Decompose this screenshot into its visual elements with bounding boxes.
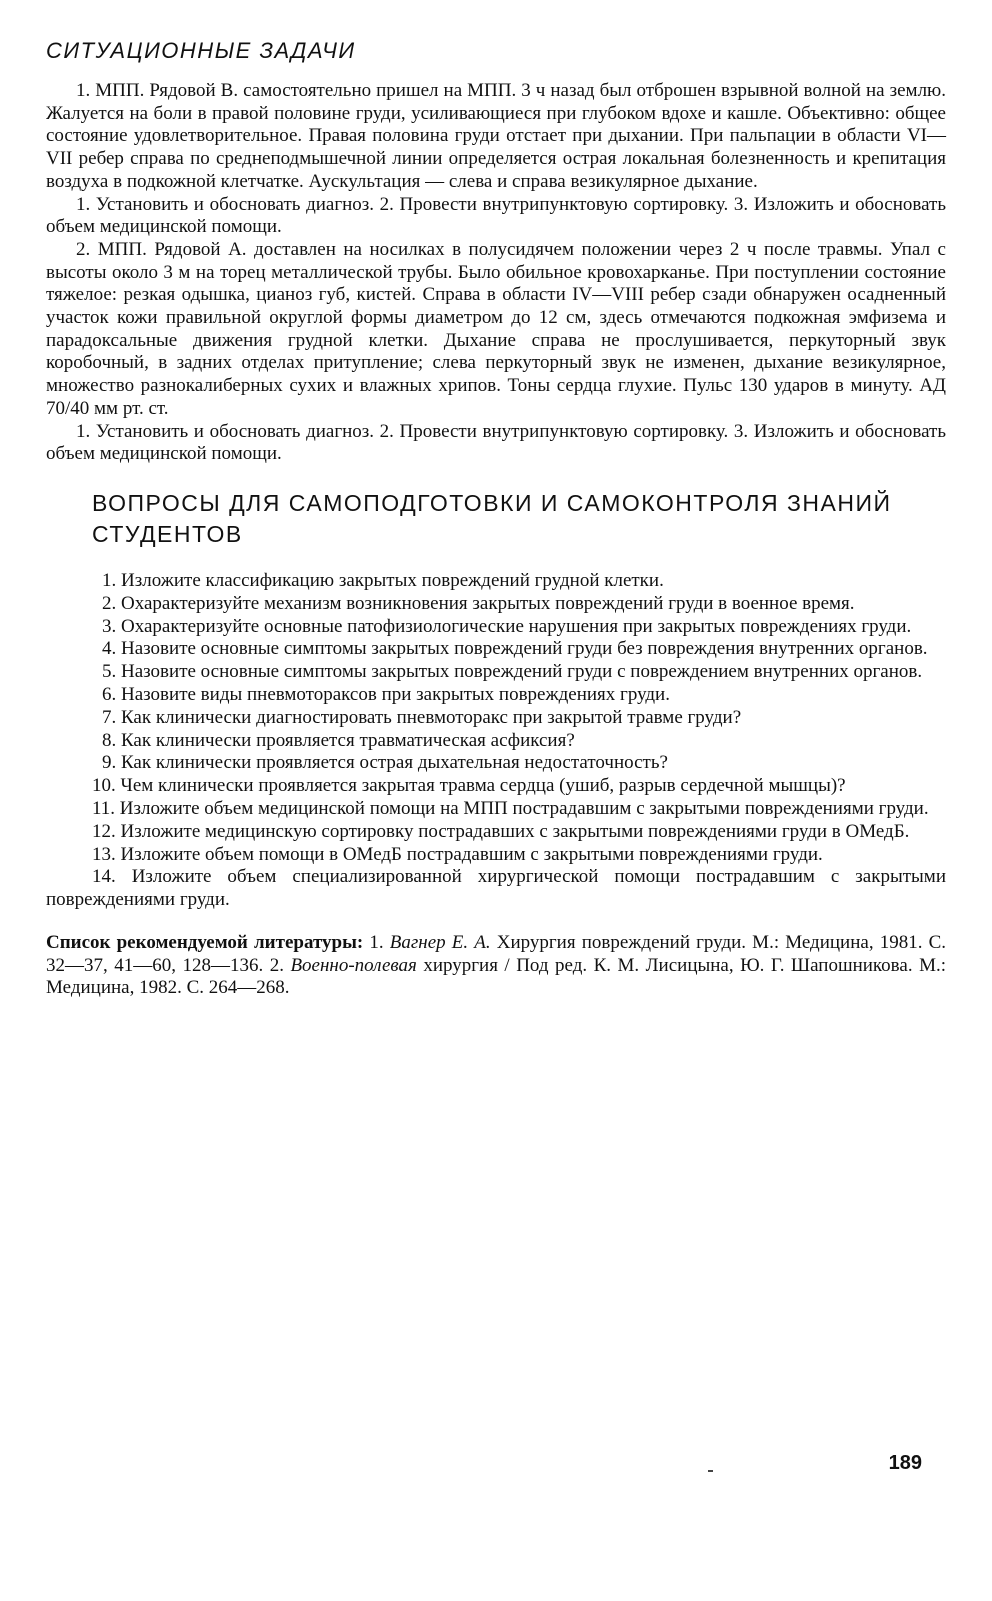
reference-2-title: Военно-полевая <box>290 954 417 976</box>
question-item: 5. Назовите основные симптомы закрытых повреждений груди с повреждением внутренних органов. <box>102 661 923 683</box>
question-item: 6. Назовите виды пневмотораксов при закрытых повреждениях груди. <box>102 683 670 705</box>
question-item: 12. Изложите медицинскую сортировку пострадавших с закрытыми повреждениями груди в ОМедБ. <box>92 820 910 842</box>
page-content <box>46 30 946 1019</box>
question-item: 10. Чем клинически проявляется закрытая травма сердца (ушиб, разрыв сердечной мышцы)? <box>92 775 846 797</box>
task-2-assignment: 1. Установить и обосновать диагноз. 2. Провести внутрипунктовую сортировку. 3. Изложить и обосновать объем медицинской помощи. <box>46 420 946 465</box>
task-1-assignment: 1. Установить и обосновать диагноз. 2. Провести внутрипунктовую сортировку. 3. Изложить и обосновать объем медицинской помощи. <box>46 193 946 238</box>
section-title-situational-tasks: СИТУАЦИОННЫЕ ЗАДАЧИ <box>46 38 356 63</box>
page-number: 189 <box>888 1452 922 1474</box>
references <box>46 932 946 1000</box>
question-item: 4. Назовите основные симптомы закрытых повреждений груди без повреждения внутренних органов. <box>102 638 928 660</box>
question-item: 1. Изложите классификацию закрытых повреждений грудной клетки. <box>102 569 664 591</box>
print-speck <box>708 1470 713 1472</box>
question-item: 11. Изложите объем медицинской помощи на МПП пострадавшим с закрытыми повреждениями груди. <box>92 797 929 819</box>
question-item: 2. Охарактеризуйте механизм возникновения закрытых повреждений груди в военное время. <box>102 592 855 614</box>
section-title-questions: ВОПРОСЫ ДЛЯ САМОПОДГОТОВКИ И САМОКОНТРОЛЯ ЗНАНИЙ СТУДЕНТОВ <box>92 489 892 547</box>
question-item: 9. Как клинически проявляется острая дыхательная недостаточность? <box>102 752 668 774</box>
reference-2-text: хирургия / Под ред. К. М. Лисицына, Ю. Г. Шапошникова. М.: Медицина, 1982. С. 264—268. <box>46 954 946 999</box>
question-item: 7. Как клинически диагностировать пневмоторакс при закрытой травме груди? <box>102 706 742 728</box>
task-1-text: 1. МПП. Рядовой В. самостоятельно пришел на МПП. 3 ч назад был отброшен взрывной волной на землю. Жалуется на боли в правой половине груди, усиливающиеся при глубоком вдохе и кашле. Объективно: общее состояние удовлетворительное. Правая половина груди отстает при дыхании. При пальпации в области VI—VII ребер справа по среднеподмышечной линии определяется острая локальная болезненность и крепитация воздуха в подкожной клетчатке. Аускультация — слева и справа везикулярное дыхание. <box>46 80 946 192</box>
reference-1-author: Вагнер Е. А. <box>389 931 491 953</box>
question-item: 3. Охарактеризуйте основные патофизиологические нарушения при закрытых повреждениях груди. <box>102 615 912 637</box>
reference-1-number: 1. <box>363 931 390 953</box>
reference-1-text: Хирургия повреждений груди. М.: Медицина, 1981. С. 32—37, 41—60, 128—136. 2. <box>46 931 946 976</box>
questions-list <box>46 570 946 912</box>
question-item: 8. Как клинически проявляется травматическая асфиксия? <box>102 729 575 751</box>
references-label: Список рекомендуемой литературы: <box>46 931 364 953</box>
question-item: 13. Изложите объем помощи в ОМедБ пострадавшим с закрытыми повреждениями груди. <box>92 843 823 865</box>
question-item: 14. Изложите объем специализированной хирургической помощи пострадавшим с закрытыми повреждениями груди. <box>46 866 946 911</box>
task-2-text: 2. МПП. Рядовой А. доставлен на носилках в полусидячем положении через 2 ч после травмы. Упал с высоты около 3 м на торец металлической трубы. Было обильное кровохарканье. При поступлении состояние тяжелое: резкая одышка, цианоз губ, кистей. Справа в области IV—VIII ребер сзади обнаружен осадненный участок кожи правильной округлой формы диаметром до 12 см, здесь отмечаются подкожная эмфизема и парадоксальные движения грудной клетки. Дыхание справа не прослушивается, перкуторный звук коробочный, в задних отделах притупление; слева перкуторный звук не изменен, дыхание везикулярное, множество разнокалиберных сухих и влажных хрипов. Тоны сердца глухие. Пульс 130 ударов в минуту. АД 70/40 мм рт. ст. <box>46 238 946 419</box>
